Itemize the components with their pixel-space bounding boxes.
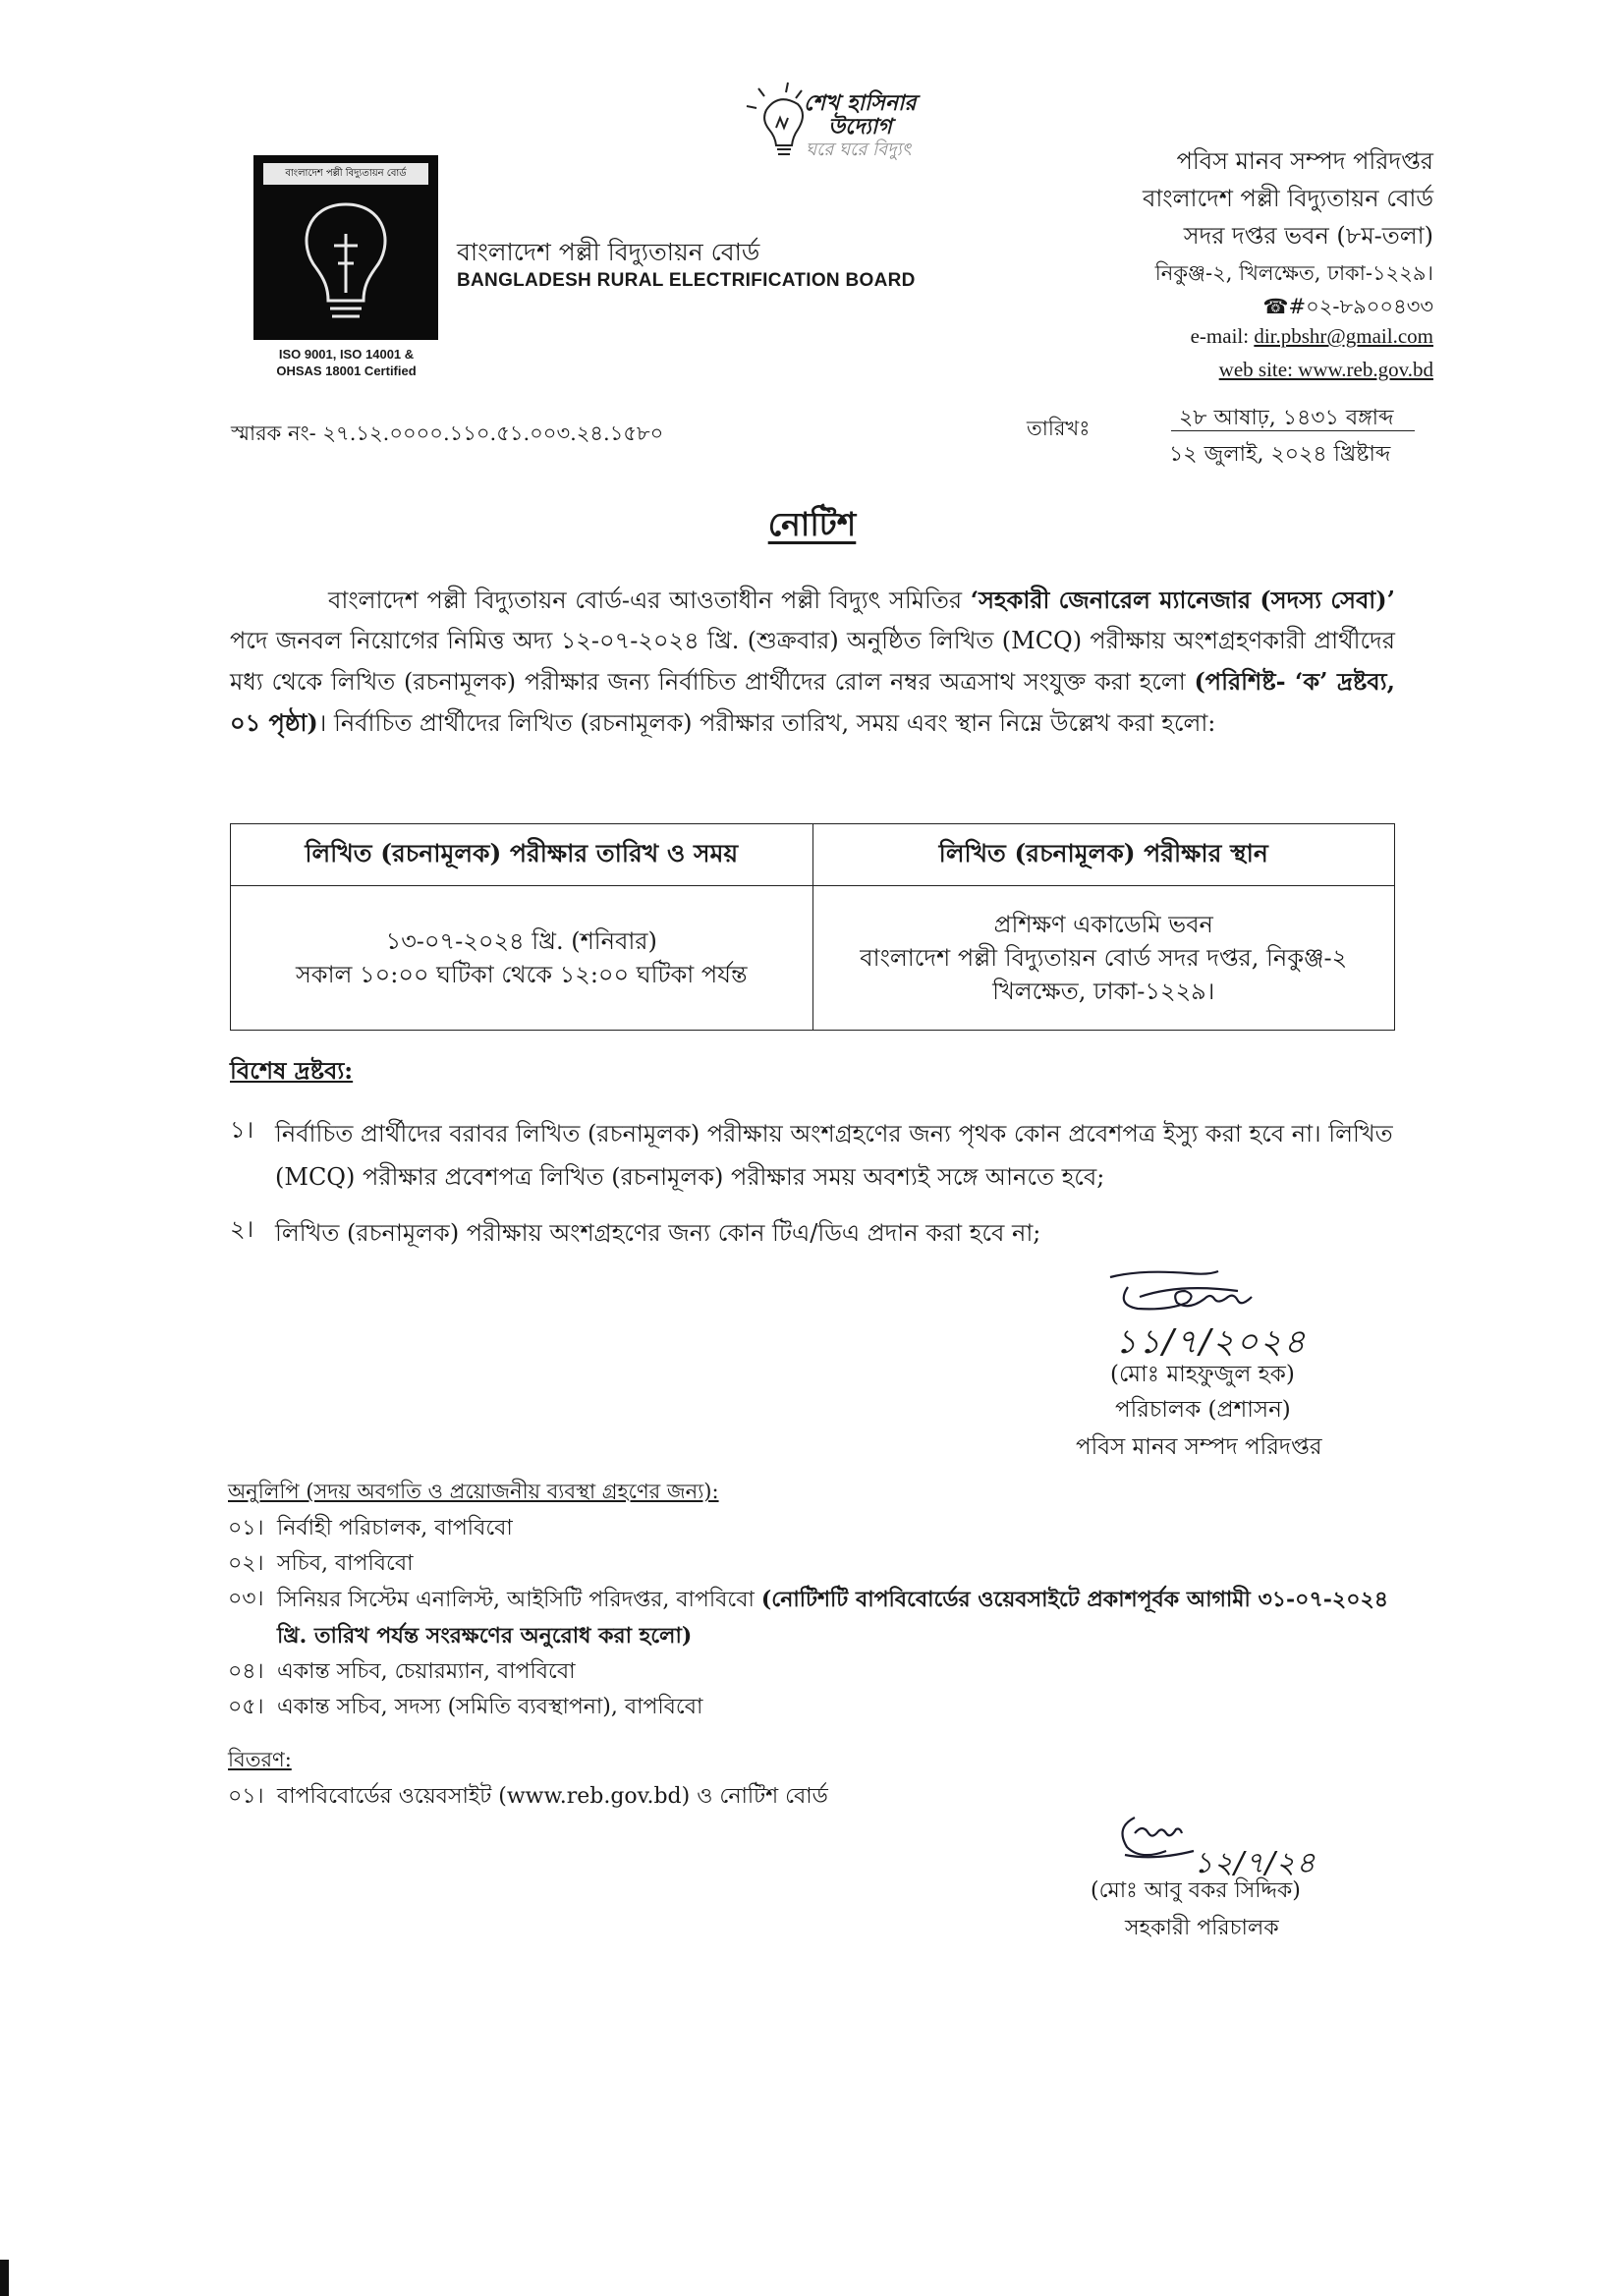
memo-number: স্মারক নং- ২৭.১২.০০০০.১১০.৫১.০০৩.২৪.১৫৮০ (231, 421, 664, 445)
org-name-bangla: বাংলাদেশ পল্লী বিদ্যুতায়ন বোর্ড (457, 238, 760, 266)
venue-line1: প্রশিক্ষণ একাডেমি ভবন (993, 911, 1213, 938)
copy-number: ০৫। (228, 1695, 264, 1719)
notice-body (230, 580, 1395, 744)
signatory-office: পবিস মানব সম্পদ পরিদপ্তর (1076, 1434, 1322, 1460)
venue-line2: বাংলাদেশ পল্লী বিদ্যুতায়ন বোর্ড সদর দপ্তর, নিকুঞ্জ-২ (860, 944, 1348, 972)
copy-request-note: (নোটিশটি বাপবিবোর্ডের ওয়েবসাইটে প্রকাশপূর্বক আগামী ৩১-০৭-২০২৪ খ্রি. তারিখ পর্যন্ত সংরক্ষণের অনুরোধ করা হলো) (277, 1587, 1389, 1649)
signature-date: ১১/৭/২০২৪ (1115, 1322, 1308, 1362)
exam-venue-cell (812, 886, 1395, 1031)
date-divider (1171, 430, 1415, 431)
copy-recipient-text: সিনিয়র সিস্টেম এনালিস্ট, আইসিটি পরিদপ্তর, বাপবিবো (277, 1588, 761, 1612)
date-bangla: ২৮ আষাঢ়, ১৪৩১ বঙ্গাব্দ (1179, 406, 1394, 430)
exam-schedule-table (230, 823, 1395, 1031)
copy-recipient: একান্ত সচিব, চেয়ারম্যান, বাপবিবো (277, 1659, 576, 1684)
email-label: e-mail: (1190, 324, 1255, 348)
copy-recipient (277, 1582, 1397, 1654)
distribution-number: ০১। (228, 1784, 264, 1809)
campaign-slogan-line2: উদ্যোগ (828, 114, 892, 140)
distribution-item: বাপবিবোর্ডের ওয়েবসাইট (www.reb.gov.bd) ও নোটিশ বোর্ড (277, 1784, 828, 1809)
iso-line1: ISO 9001, ISO 14001 & (278, 347, 415, 362)
copy-number: ০৪। (228, 1659, 264, 1684)
exam-time: সকাল ১০:০০ ঘটিকা থেকে ১২:০০ ঘটিকা পর্যন্ত (295, 961, 748, 988)
website-link[interactable]: web site: www.reb.gov.bd (1218, 358, 1433, 381)
table-header-row (231, 824, 1395, 886)
signatory-name: (মোঃ মাহফুজুল হক) (1110, 1362, 1295, 1387)
copy-recipient: নির্বাহী পরিচালক, বাপবিবো (277, 1516, 513, 1540)
exam-date: ১৩-০৭-২০২৪ খ্রি. (শনিবার) (385, 927, 657, 955)
signature-date: ১২/৭/২৪ (1194, 1846, 1316, 1880)
exam-date-cell (231, 886, 813, 1031)
date-gregorian: ১২ জুলাই, ২০২৪ খ্রিষ্টাব্দ (1169, 442, 1391, 467)
org-name-english: BANGLADESH RURAL ELECTRIFICATION BOARD (457, 270, 916, 291)
signatory-title: পরিচালক (প্রশাসন) (1115, 1397, 1291, 1423)
note-text: নির্বাচিত প্রার্থীদের বরাবর লিখিত (রচনামূলক) পরীক্ষায় অংশগ্রহণের জন্য পৃথক কোন প্রবেশপত্র ইস্যু করা হবে না। লিখিত (MCQ) পরীক্ষার প্রবেশপত্র লিখিত (রচনামূলক) পরীক্ষার সময় অবশ্যই সঙ্গে আনতে হবে; (275, 1120, 1393, 1191)
post-name: ‘সহকারী জেনারেল ম্যানেজার (সদস্য সেবা)’ (970, 586, 1395, 614)
copy-recipient: একান্ত সচিব, সদস্য (সমিতি ব্যবস্থাপনা), বাপবিবো (277, 1695, 703, 1719)
note-number: ২। (230, 1215, 254, 1243)
body-text-2: পদে জনবল নিয়োগের নিমিত্ত অদ্য ১২-০৭-২০২৪ খ্রি. (শুক্রবার) অনুষ্ঠিত লিখিত (MCQ) পরীক্ষায় অংশগ্রহণকারী প্রার্থীদের মধ্য থেকে লিখিত (রচনামূলক) পরীক্ষার জন্য নির্বাচিত প্রার্থীদের রোল নম্বর অত্রসাথ সংযুক্ত করা হলো (230, 627, 1395, 696)
bulb-emblem-icon (287, 195, 405, 332)
signatory-name: (মোঃ আবু বকর সিদ্দিক) (1091, 1878, 1301, 1903)
address-line2: বাংলাদেশ পল্লী বিদ্যুতায়ন বোর্ড (1142, 185, 1433, 212)
special-notes-heading: বিশেষ দ্রষ্টব্য: (230, 1056, 354, 1085)
address-line1: পবিস মানব সম্পদ পরিদপ্তর (1176, 147, 1433, 175)
campaign-slogan-line3: ঘরে ঘরে বিদ্যুৎ (806, 140, 912, 160)
copy-number: ০৩। (228, 1587, 264, 1611)
campaign-slogan-line1: শেখ হাসিনার (804, 90, 917, 116)
email-link[interactable]: dir.pbshr@gmail.com (1254, 324, 1433, 348)
note-text: লিখিত (রচনামূলক) পরীক্ষায় অংশগ্রহণের জন্য কোন টিএ/ডিএ প্রদান করা হবে না; (275, 1219, 1041, 1247)
body-text-3: । নির্বাচিত প্রার্থীদের লিখিত (রচনামূলক) পরীক্ষার তারিখ, সময় এবং স্থান নিম্নে উল্লেখ করা হলো: (317, 709, 1216, 737)
notice-title (0, 499, 1624, 554)
distribution-heading: বিতরণ: (228, 1748, 292, 1771)
email-line (1191, 324, 1433, 349)
body-text-1: বাংলাদেশ পল্লী বিদ্যুতায়ন বোর্ড-এর আওতাধীন পল্লী বিদ্যুৎ সমিতির (328, 587, 971, 614)
note-number: ১। (230, 1116, 254, 1144)
venue-line3: খিলক্ষেত, ঢাকা-১২২৯। (992, 978, 1215, 1005)
table-row (231, 886, 1395, 1031)
iso-line2: OHSAS 18001 Certified (276, 364, 417, 378)
iso-certification (246, 346, 447, 379)
header-date-time: লিখিত (রচনামূলক) পরীক্ষার তারিখ ও সময় (231, 824, 813, 886)
scan-edge-mark (0, 2260, 9, 2296)
copies-heading: অনুলিপি (সদয় অবগতি ও প্রয়োজনীয় ব্যবস্থা গ্রহণের জন্য): (228, 1480, 719, 1503)
signatory-title: সহকারী পরিচালক (1125, 1916, 1279, 1940)
appendix-reference: (পরিশিষ্ট- ‘ক’ দ্রষ্টব্য, ০১ পৃষ্ঠা) (230, 667, 1395, 737)
address-line3: সদর দপ্তর ভবন (৮ম-তলা) (1183, 222, 1433, 250)
date-label: তারিখঃ (1027, 417, 1091, 440)
copy-number: ০১। (228, 1516, 264, 1540)
notice-title-text: নোটিশ (767, 505, 857, 543)
copy-number: ০২। (228, 1551, 264, 1576)
reb-logo-strip: বাংলাদেশ পল্লী বিদ্যুতায়ন বোর্ড (263, 163, 428, 185)
copy-recipient: সচিব, বাপবিবো (277, 1551, 414, 1576)
reb-logo (253, 155, 438, 340)
phone-number: ☎#০২-৮৯০০৪৩৩ (1262, 295, 1433, 318)
address-line4: নিকুঞ্জ-২, খিলক্ষেত, ঢাকা-১২২৯। (1154, 261, 1433, 285)
header-venue: লিখিত (রচনামূলক) পরীক্ষার স্থান (812, 824, 1395, 886)
